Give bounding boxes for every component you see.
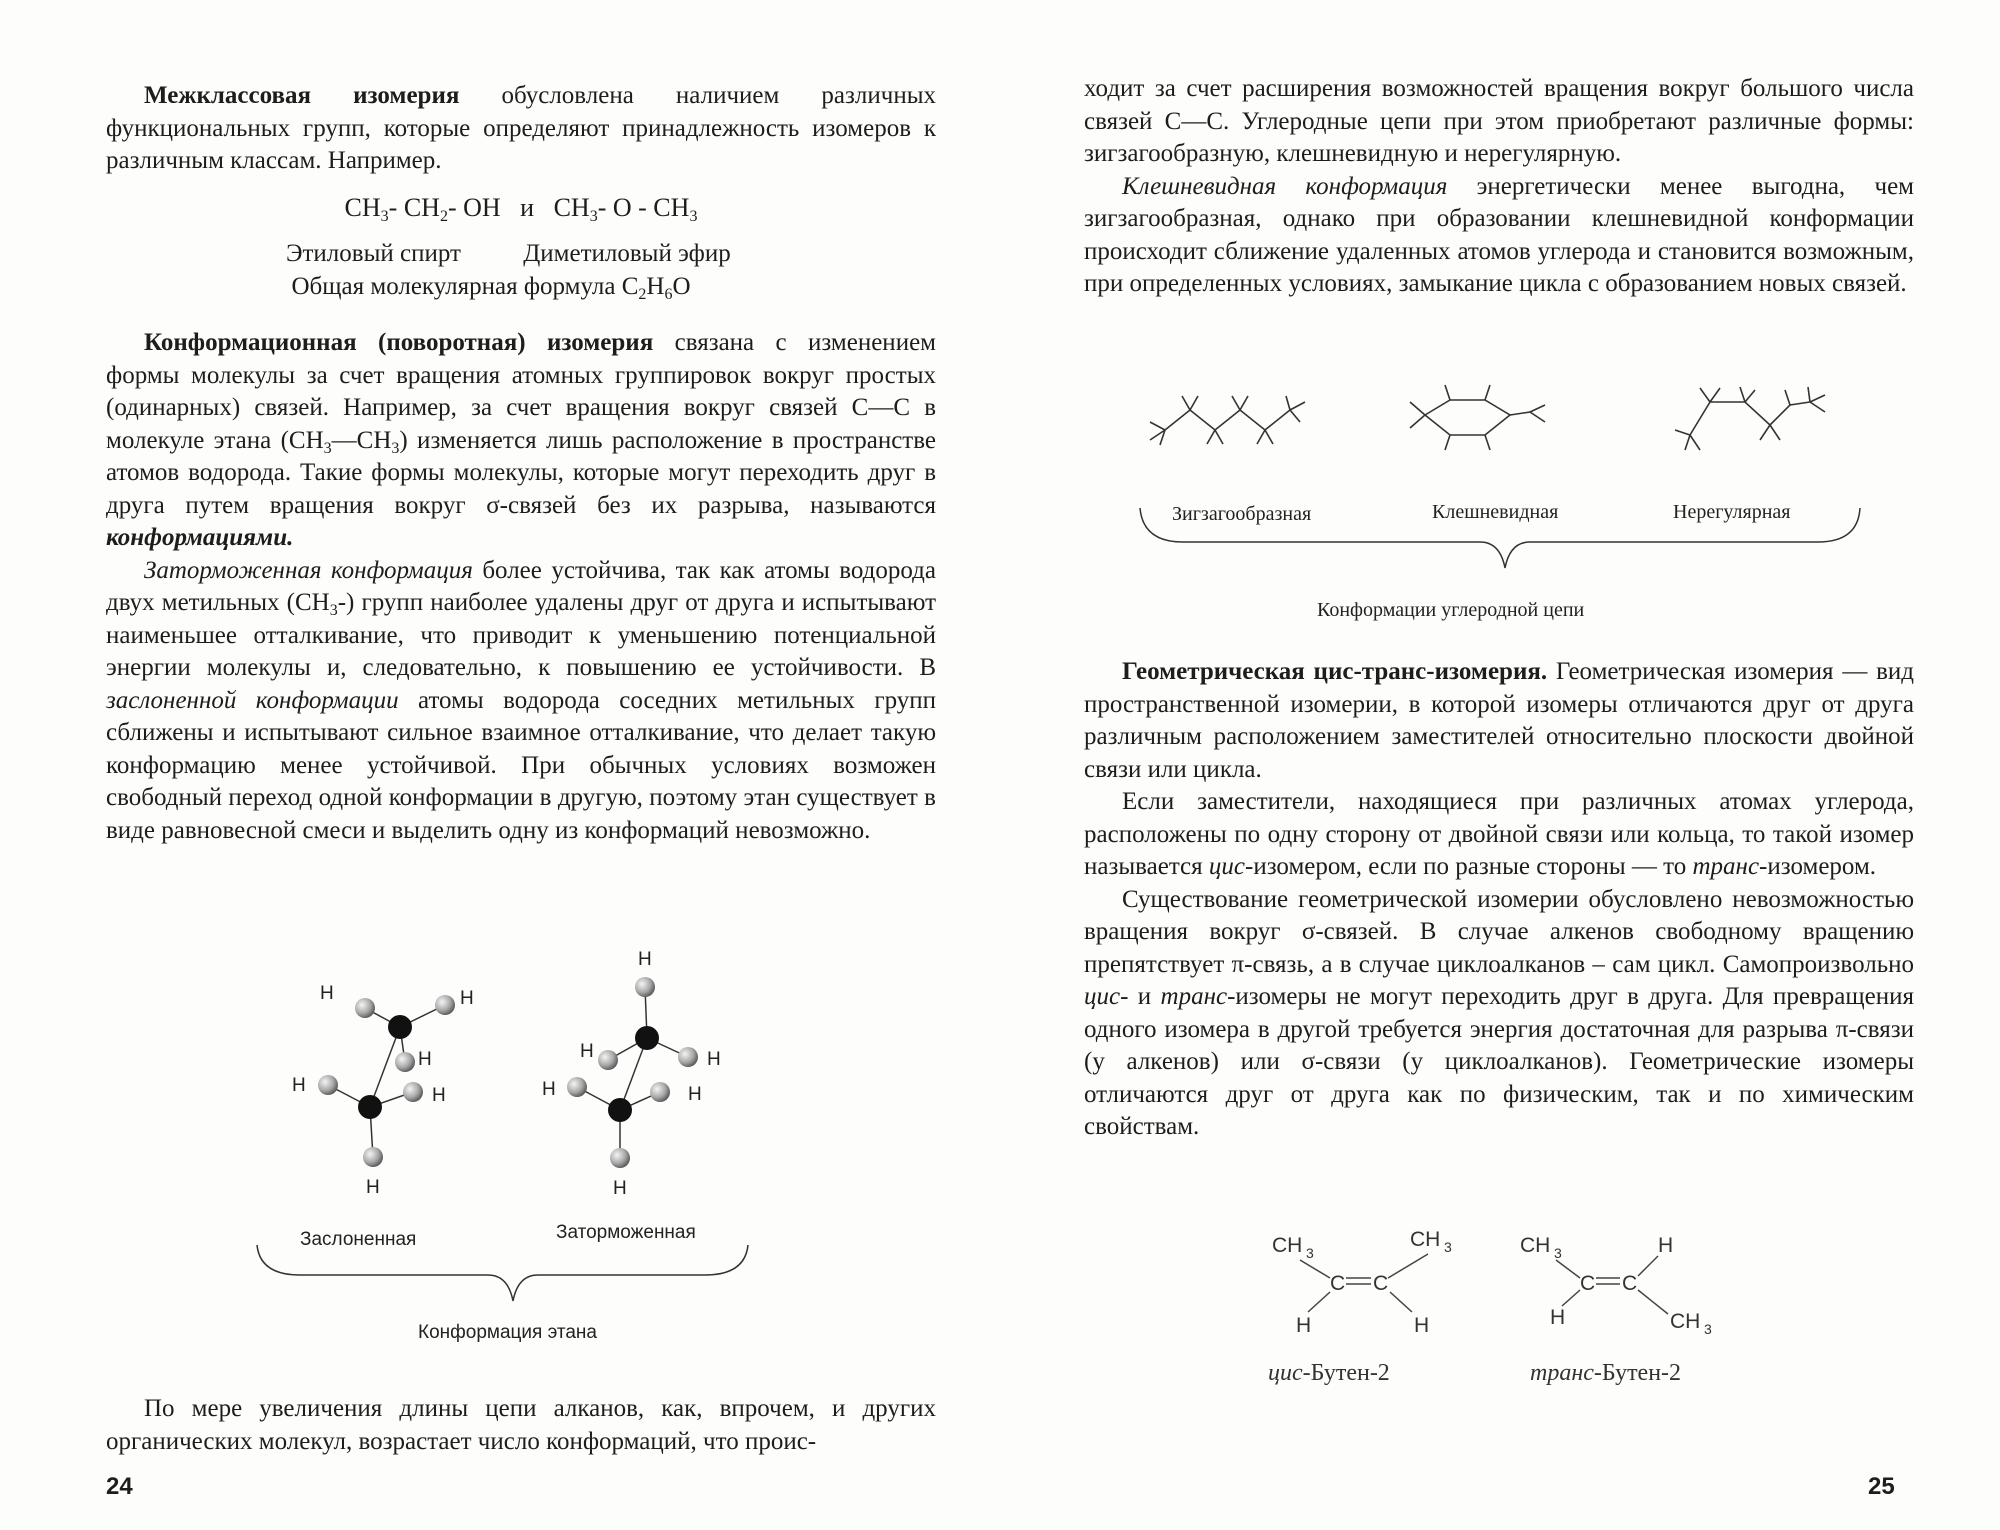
- c-atom: C: [1580, 1272, 1596, 1295]
- ch3: CH: [1272, 1234, 1303, 1257]
- c-atom: C: [1622, 1272, 1638, 1295]
- and: и: [520, 192, 535, 222]
- name-ethanol: Этиловый спирт: [286, 240, 461, 267]
- h-label: H: [432, 1085, 446, 1106]
- t: атомы водорода соседних метильных групп сближены и испытывают сильное взаимное отталкивание, что делает такую конформацию менее устойчивой. При обычных условиях возможен свободный переход одной конформации в другую, поэтому этан существует в виде равновесной смеси и выделить одну из конформаций невозможно.: [106, 686, 936, 844]
- butene-figure: [1000, 1220, 2000, 1400]
- t: - и: [1120, 983, 1161, 1010]
- geometric-paragraph: [1084, 656, 1914, 786]
- claw-paragraph: [1084, 171, 1914, 301]
- ch3: CH: [1670, 1310, 1701, 1333]
- t: Если заместители, находящиеся при различных атомах углерода, расположены по одну сторону от двойной связи или кольца, то такой изомер называется: [1084, 788, 1914, 880]
- c-atom: C: [1373, 1272, 1389, 1295]
- term-eclipsed: заслоненной конформации: [106, 686, 399, 714]
- h-label: H: [460, 988, 474, 1009]
- sub: 6: [664, 285, 673, 303]
- isomer-formulas: [106, 192, 936, 225]
- t: —СН: [331, 426, 392, 454]
- h: H: [646, 272, 665, 300]
- left-column: [106, 80, 936, 847]
- cis-label: [1268, 1360, 1390, 1386]
- trans-italic: транс: [1530, 1360, 1594, 1386]
- term-geometric: Геометрическая цис-транс-изомерия.: [1122, 658, 1548, 685]
- zigzag-chain: [1150, 396, 1305, 445]
- term-trans: транс: [1692, 853, 1760, 880]
- sub: 3: [1444, 1239, 1452, 1255]
- trans-bonds: [1556, 1256, 1668, 1314]
- c-atom: C: [1330, 1272, 1346, 1295]
- sub: 3: [1554, 1245, 1562, 1261]
- t: -) групп наиболее удалены друг от друга и испытывают наименьшее отталкивание, что приводит к уменьшению потенциальной энергии молекулы и, следовательно, к повышению ее устойчивости. В: [106, 589, 937, 681]
- t: энергетически менее выгодна, чем зигзагообразная, однако при образовании клешневидной конформации происходит сближение удаленных атомов углерода и становится возможным, при определенных условиях, замыкание цикла с образованием новых связей.: [1084, 172, 1914, 297]
- right-column-bottom: [1084, 656, 1914, 1144]
- conformation-paragraph: [106, 327, 936, 555]
- sub: 3: [689, 207, 698, 225]
- term-interclass: Межклассовая изомерия: [144, 82, 460, 109]
- h-label: H: [366, 1177, 380, 1198]
- label-zigzag: Зигзагообразная: [1172, 503, 1312, 525]
- o: O: [672, 272, 691, 300]
- staggered-paragraph: [106, 555, 936, 848]
- t: Геометрическая изомерия — вид пространственной изомерии, в которой изомеры отличаются друг от друга различным расположением заместителей относительно плоскости двойной связи или цикла.: [1084, 658, 1914, 783]
- f1a: CH: [344, 192, 381, 222]
- t: -изомеры не могут переходить друг в друга. Для превращения одного изомера в другой требуется энергия достаточная для разрыва π-связи (у алкенов) или σ-связи (у циклоалканов). Геометрические изомеры отличаются друг от друга как по физическим, так и по химическим свойствам.: [1084, 983, 1914, 1140]
- staggered-h-labels: [542, 949, 721, 1199]
- h-label: H: [320, 983, 334, 1004]
- sub: 3: [380, 207, 389, 225]
- claw-chain: [1410, 385, 1545, 450]
- sub: 3: [1306, 1245, 1314, 1261]
- continuation-paragraph: ходит за счет расширения возможностей вращения вокруг большого числа связей С—С. Углеродные цепи при этом приобретают различные формы: зигзагообразную, клешневидную и нерегулярную.: [1084, 75, 1914, 167]
- staggered-molecule: [567, 977, 698, 1168]
- h-atom: H: [1296, 1314, 1312, 1337]
- right-page: [1000, 0, 2000, 1530]
- eclipsed-h-labels: [292, 983, 474, 1198]
- term-conformational: Конформационная (поворотная) изомерия: [144, 329, 654, 356]
- term-cis: цис: [1084, 983, 1121, 1010]
- trans-label: [1530, 1360, 1681, 1386]
- cis-trans-def-paragraph: [1084, 786, 1914, 884]
- f1b: - CH: [388, 192, 440, 222]
- h-label: H: [418, 1049, 432, 1070]
- label-chain-conformations: Конформации углеродной цепи: [1317, 599, 1585, 621]
- t: более устойчива, так как атомы водорода двух метильных (СН: [106, 556, 936, 616]
- formula-names: [106, 238, 936, 271]
- term-cis: цис: [1208, 853, 1245, 880]
- t: -изомером, если по разные стороны — то: [1245, 853, 1693, 880]
- term-trans: транс: [1160, 983, 1228, 1010]
- t: Существование геометрической изомерии обусловлено невозможностью вращения вокруг σ-связей. В случае алкенов свободному вращению препятствует π-связь, а в случае циклоалканов – сам цикл. Самопроизвольно: [1084, 885, 1914, 978]
- h-label: H: [580, 1041, 594, 1062]
- interclass-text: обусловлена наличием различных функциональных групп, которые определяют принадлежность изомеров к различным классам. Например.: [106, 82, 936, 174]
- t: -изомером.: [1759, 853, 1877, 880]
- cis-butene: [1272, 1228, 1452, 1337]
- left-bottom: [106, 1393, 936, 1458]
- right-column-top: [1084, 73, 1914, 301]
- h-label: H: [542, 1079, 556, 1100]
- sub: 3: [391, 439, 400, 457]
- ethane-brace: [257, 1245, 748, 1301]
- cis-bonds: [1300, 1254, 1428, 1312]
- h-atom: H: [1550, 1306, 1566, 1329]
- sub: 2: [638, 285, 647, 303]
- f1c: - OH: [447, 192, 501, 222]
- cis-italic: цис: [1268, 1360, 1303, 1386]
- name-ether: Диметиловый эфир: [523, 240, 731, 267]
- f2b: - O - CH: [597, 192, 690, 222]
- h-atom: H: [1658, 1234, 1674, 1257]
- sub: 3: [323, 439, 332, 457]
- page-number-left: 24: [106, 1473, 133, 1500]
- term-claw: Клешневидная конформация: [1122, 172, 1448, 200]
- existence-paragraph: [1084, 884, 1914, 1144]
- term-staggered: Заторможенная конформация: [144, 556, 473, 584]
- h-label: H: [292, 1075, 306, 1096]
- h-label: H: [613, 1178, 627, 1199]
- sub: 3: [329, 602, 338, 619]
- cf: Общая молекулярная формула C: [291, 272, 639, 300]
- interclass-paragraph: [106, 80, 936, 178]
- h-label: H: [638, 949, 652, 970]
- t: связана с изменением формы молекулы за счет вращения атомных группировок вокруг простых (одинарных) связей. Например, за счет вращения вокруг связей С—С в молекуле этана (СН: [106, 329, 936, 454]
- sub: 3: [1704, 1321, 1712, 1337]
- ethane-conformation-figure: [0, 935, 1000, 1355]
- ch3: CH: [1520, 1234, 1551, 1257]
- chain-conformations-figure: [1000, 360, 2000, 645]
- h-atom: H: [1414, 1314, 1430, 1337]
- h-label: H: [707, 1049, 721, 1070]
- trans-butene: [1520, 1234, 1712, 1337]
- trans-rest: -Бутен-2: [1593, 1360, 1682, 1386]
- term-conformations: конформациями.: [106, 524, 294, 551]
- label-staggered: Заторможенная: [556, 1222, 696, 1243]
- page-number-right: 25: [1868, 1473, 1895, 1500]
- label-claw: Клешневидная: [1432, 501, 1559, 523]
- h-label: H: [688, 1084, 702, 1105]
- f2a: CH: [553, 192, 590, 222]
- ch3: CH: [1410, 1228, 1441, 1251]
- label-ethane-conformation: Конформация этана: [418, 1322, 597, 1343]
- common-formula: [106, 271, 876, 304]
- sub: 2: [439, 207, 448, 225]
- sub: 3: [589, 207, 598, 225]
- label-eclipsed: Заслоненная: [300, 1229, 417, 1250]
- label-irregular: Нерегулярная: [1673, 501, 1791, 523]
- irregular-chain: [1675, 387, 1825, 450]
- bottom-paragraph: По мере увеличения длины цепи алканов, как, впрочем, и других органических молекул, возрастает число конформаций, что проис-: [106, 1395, 936, 1455]
- t: ) изменяется лишь расположение в пространстве атомов водорода. Такие формы молекулы, которые могут переходить друг в друга путем вращения вокруг σ-связей без их разрыва, называются: [106, 426, 936, 519]
- eclipsed-molecule: [318, 995, 455, 1167]
- cis-rest: -Бутен-2: [1302, 1360, 1390, 1386]
